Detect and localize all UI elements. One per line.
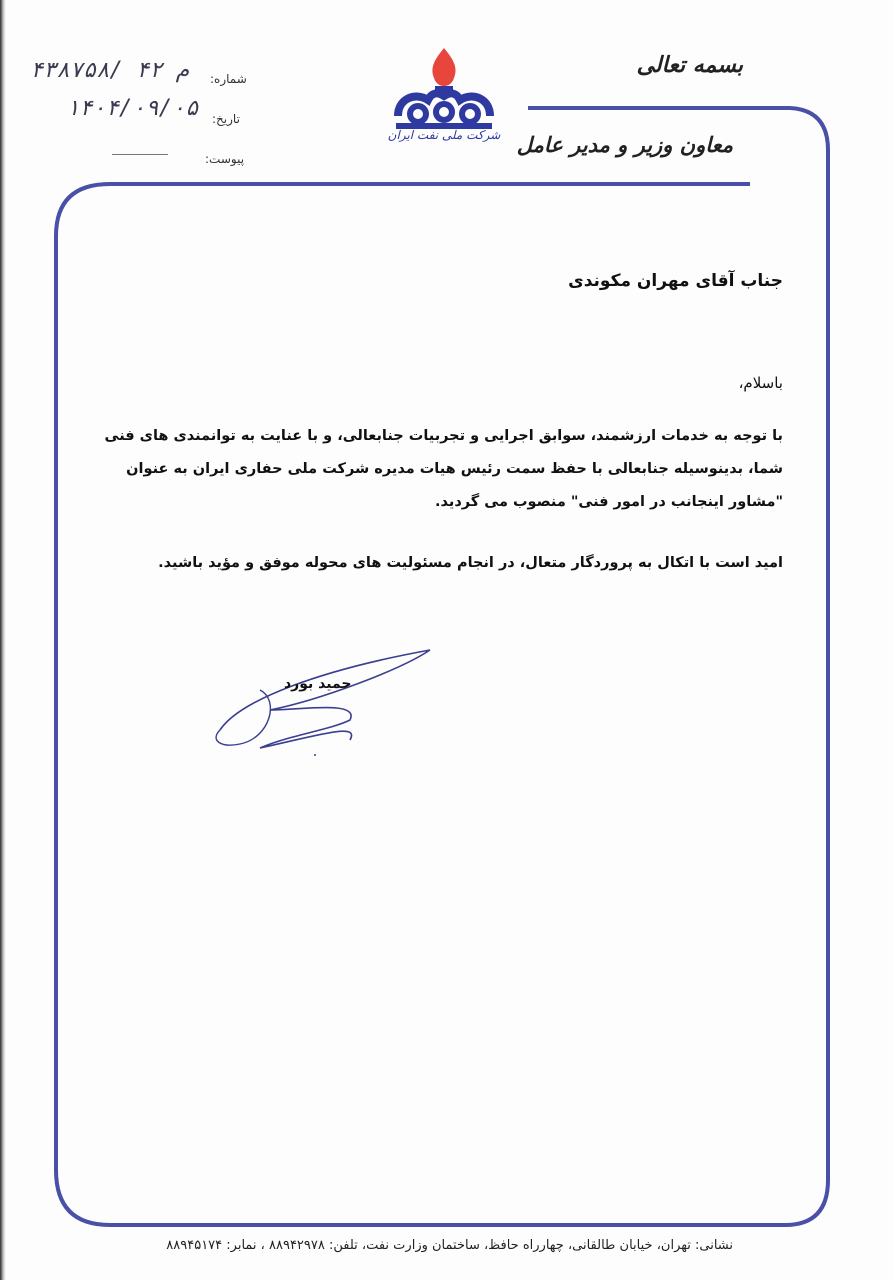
recipient: جناب آقای مهران مکوندی bbox=[568, 271, 783, 291]
sender-title: معاون وزیر و مدیر عامل bbox=[516, 132, 733, 157]
attachment-value-line bbox=[112, 154, 168, 155]
signer-name: حمید بورد bbox=[284, 676, 352, 692]
date-value: ۱۴۰۴/۰۹/۰۵ bbox=[66, 96, 199, 121]
company-name-text: شرکت ملی نفت ایران bbox=[387, 128, 501, 142]
bismillah-heading: بسمه تعالی bbox=[636, 52, 743, 78]
date-label: تاریخ: bbox=[212, 112, 240, 126]
number-label: شماره: bbox=[210, 72, 247, 86]
greeting: باسلام، bbox=[738, 374, 783, 392]
attachment-label: پیوست: bbox=[205, 152, 245, 166]
number-value: ۴۳۸۷۵۸/ ۴۲ م bbox=[30, 58, 189, 83]
body-paragraph-1: با توجه به خدمات ارزشمند، سوابق اجرایی و تجربیات جنابعالی، و با عنایت به توانمندی های فنی شما، بدینوسیله جنابعالی با حفظ سمت رئیس هیات مدیره شرکت ملی حفاری ایران به عنوان "مشاور اینجانب در امور فنی" منصوب می گردید. bbox=[104, 428, 783, 510]
footer-address: نشانی: تهران، خیابان طالقانی، چهارراه حافظ، ساختمان وزارت نفت، تلفن: ۸۸۹۴۲۹۷۸ ، نمابر: ۸۸۹۴۵۱۷۴ bbox=[166, 1238, 733, 1253]
handwritten-signature bbox=[200, 630, 450, 770]
body-paragraph-2: امید است با اتکال به پروردگار متعال، در انجام مسئولیت های محوله موفق و مؤید باشید. bbox=[158, 555, 783, 571]
